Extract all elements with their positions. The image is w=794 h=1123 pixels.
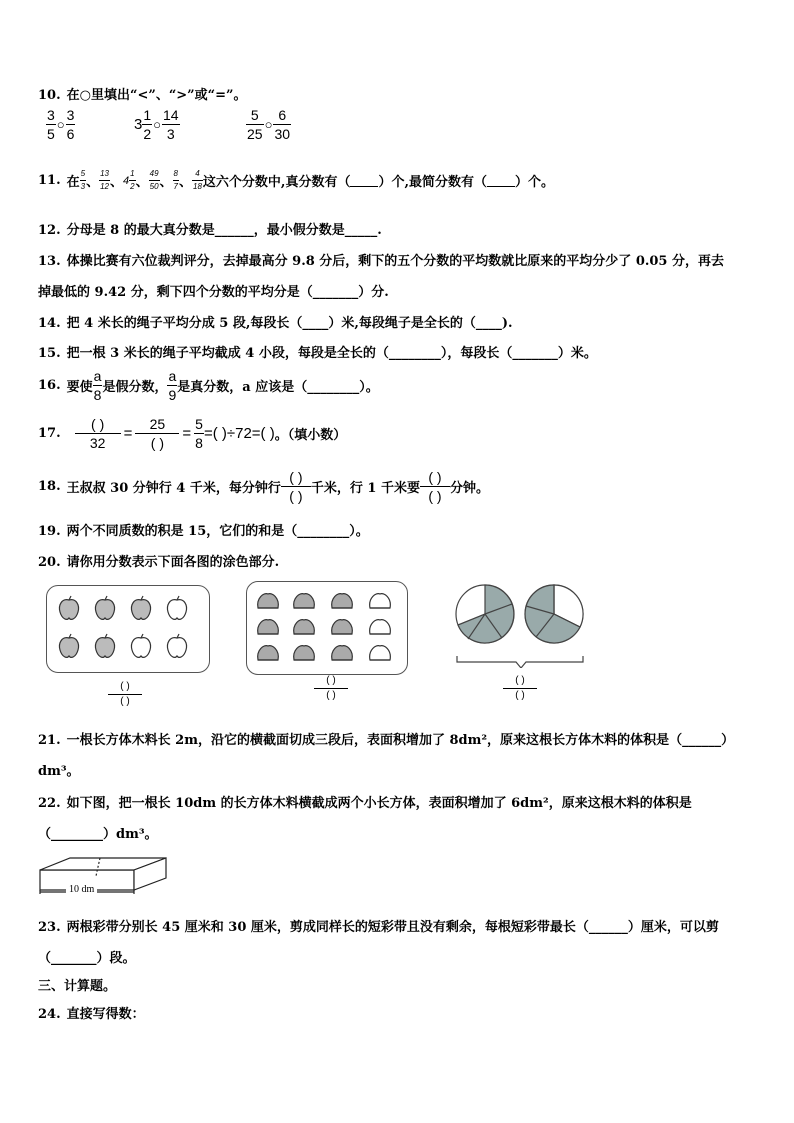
question-text: 掉最低的 9.42 分，剩下四个分数的平均分是（_______）分.: [38, 285, 389, 300]
question-18: [38, 470, 489, 503]
question-14: [38, 312, 513, 331]
question-text: 把一根 3 米长的绳子平均截成 4 小段，每段是全长的（________），每段长（_______）米。: [66, 346, 597, 361]
question-text: 这六个分数中,真分数有（: [202, 175, 351, 190]
answer-fraction-3[interactable]: $\frac{( )}{( )}$: [503, 676, 537, 701]
wood-length-label: 10 dm: [66, 884, 97, 895]
question-24: [38, 1003, 145, 1022]
question-number: 19.: [38, 524, 61, 539]
question-number: 23.: [38, 920, 61, 935]
question-10: [38, 84, 247, 103]
equation-rest: =( )÷72=( ): [203, 425, 275, 442]
fraction: $\frac{1}{2}$: [143, 107, 152, 142]
question-20: [38, 551, 279, 570]
question-16: [38, 369, 379, 402]
fraction: $\frac{13}{12}$: [100, 169, 110, 191]
fraction: $\frac{5}{25}$: [247, 107, 263, 142]
question-text: ）个,最简分数有（: [378, 175, 487, 190]
question-21: [38, 729, 734, 748]
answer-fraction[interactable]: $\frac{( )}{( )}$: [281, 470, 311, 503]
question-number: 12.: [38, 223, 61, 238]
whole-number: 3: [134, 116, 143, 133]
question-13: [38, 250, 724, 269]
question-17: [38, 417, 346, 450]
question-text: 请你用分数表示下面各图的涂色部分.: [66, 555, 280, 570]
question-number: 21.: [38, 733, 61, 748]
whole-number: 4: [123, 174, 130, 187]
question-text: 在○里填出“<”、“>”或“=”。: [66, 88, 247, 103]
question-text: dm³。: [38, 764, 80, 779]
question-text: 分母是 8 的最大真分数是______，最小假分数是_____.: [66, 223, 382, 238]
compare-circle[interactable]: ○: [56, 117, 65, 132]
question-13-cont: [38, 281, 389, 300]
question-number: 18.: [38, 479, 61, 494]
fraction: $\frac{8}{7}$: [173, 169, 178, 191]
fraction: $\frac{14}{3}$: [163, 107, 179, 142]
question-text: 千米，行 1 千米要: [310, 481, 420, 496]
answer-fraction-2[interactable]: $\frac{( )}{( )}$: [314, 676, 348, 701]
question-text: 两个不同质数的积是 15，它们的和是（________）。: [66, 524, 369, 539]
question-text: （_______）段。: [38, 951, 136, 966]
question-text: 如下图，把一根长 10dm 的长方体木料横截成两个小长方体，表面积增加了 6dm²，原来这根木料的体积是: [66, 796, 692, 811]
question-11: 11. 在 $\frac{5}{3}$ 、 $\frac{13}{12}$ 、 4 $\frac{1}{2}$ 、 $\frac{49}{50}$ 、 $\frac{8}{7}$ 、 $\frac{4}{18}$ 这六个分数中,真分数有（ ）个,最简分数有（ ）个。: [38, 169, 554, 191]
compare-item-2: [134, 108, 180, 141]
question-text: 一根长方体木料长 2m，沿它的横截面切成三段后，表面积增加了 8dm²，原来这根长方体木料的体积是（______）: [66, 733, 735, 748]
fraction: $\frac{4}{18}$: [193, 169, 202, 191]
question-number: 20.: [38, 555, 61, 570]
question-number: 24.: [38, 1007, 61, 1022]
question-number: 10.: [38, 88, 61, 103]
peach-figure: [250, 586, 404, 670]
apple-figure: [50, 590, 206, 670]
question-22-cont: [38, 823, 158, 842]
question-number: 22.: [38, 796, 61, 811]
question-number: 11.: [38, 173, 61, 188]
question-number: 16.: [38, 378, 61, 393]
question-number: 14.: [38, 316, 61, 331]
question-text: 体操比赛有六位裁判评分，去掉最高分 9.8 分后，剩下的五个分数的平均数就比原来的平均分少了 0.05 分，再去: [66, 254, 725, 269]
equals-sign: =: [182, 425, 192, 442]
fraction: $\frac{a}{9}$: [168, 368, 177, 403]
question-text: 在: [66, 175, 80, 190]
question-text: ）个。: [514, 175, 554, 190]
question-text: 是真分数，a 应该是（________）。: [177, 380, 379, 395]
question-15: [38, 342, 597, 361]
question-21-cont: [38, 760, 80, 779]
question-19: [38, 520, 369, 539]
question-text: 王叔叔 30 分钟行 4 千米，每分钟行: [66, 481, 281, 496]
fraction: $\frac{5}{3}$: [80, 169, 86, 191]
question-23-cont: [38, 947, 136, 966]
fraction: $\frac{3}{6}$: [66, 107, 75, 142]
question-text: 直接写得数：: [66, 1007, 145, 1022]
fraction: $\frac{5}{8}$: [195, 416, 203, 451]
answer-blank[interactable]: [350, 174, 378, 187]
question-23: [38, 916, 719, 935]
question-number: 17.: [38, 426, 61, 441]
compare-circle[interactable]: ○: [264, 117, 273, 132]
question-note: 。（填小数）: [274, 428, 347, 443]
compare-item-3: [246, 108, 291, 141]
fraction: $\frac{1}{2}$: [130, 169, 135, 191]
fraction: $\frac{6}{30}$: [274, 107, 291, 142]
question-number: 15.: [38, 346, 61, 361]
question-12: [38, 219, 382, 238]
question-text: 两根彩带分别长 45 厘米和 30 厘米，剪成同样长的短彩带且没有剩余，每根短彩带最长（______）厘米，可以剪: [66, 920, 719, 935]
fraction: $\frac{( )}{32}$: [75, 417, 121, 450]
fraction: $\frac{25}{( )}$: [135, 417, 179, 450]
section-heading: 三、计算题。: [38, 979, 117, 994]
question-text: 要使: [66, 380, 93, 395]
question-text: 把 4 米长的绳子平均分成 5 段,每段长（____）米,每段绳子是全长的（____).: [66, 316, 513, 331]
circle-figure: [454, 582, 586, 668]
fraction: $\frac{49}{50}$: [149, 169, 159, 191]
question-text: （________）dm³。: [38, 827, 158, 842]
fraction: $\frac{a}{8}$: [93, 368, 102, 403]
wood-block-figure: [38, 856, 168, 898]
compare-circle[interactable]: ○: [153, 117, 161, 132]
answer-blank[interactable]: [487, 174, 515, 187]
answer-fraction[interactable]: $\frac{( )}{( )}$: [420, 470, 450, 503]
question-22: [38, 792, 692, 811]
question-number: 13.: [38, 254, 61, 269]
question-text: 是假分数，: [102, 380, 168, 395]
equals-sign: =: [123, 425, 133, 442]
answer-fraction-1[interactable]: $\frac{( )}{( )}$: [108, 682, 142, 707]
question-text: 分钟。: [449, 481, 489, 496]
fraction: $\frac{3}{5}$: [47, 107, 55, 142]
compare-item-1: [46, 108, 75, 141]
